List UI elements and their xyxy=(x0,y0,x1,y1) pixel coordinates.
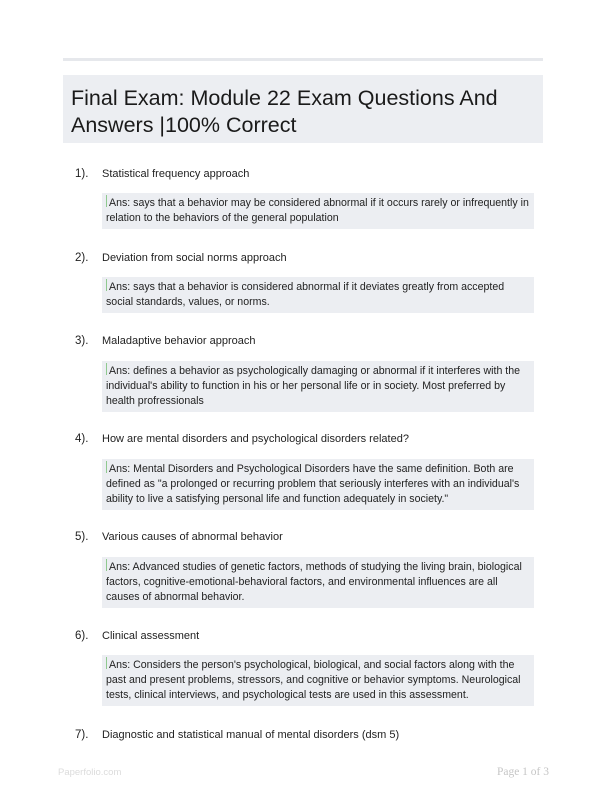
answer-marker xyxy=(106,559,107,571)
question-number: 1). xyxy=(75,168,89,180)
answer-text: Ans: Mental Disorders and Psychological Disorders have the same definition. Both are defined as "a prolonged or recurring problem that seriously interferes with an individual's ability to live a satisfying personal life and function adequately in society." xyxy=(106,463,520,505)
question-text: How are mental disorders and psychological disorders related? xyxy=(102,433,409,445)
answer-marker xyxy=(106,195,107,207)
answer-marker xyxy=(106,279,107,291)
question-text: Maladaptive behavior approach xyxy=(102,335,256,347)
answer-text: Ans: says that a behavior is considered abnormal if it deviates greatly from accepted social standards, values, or norms. xyxy=(106,281,505,308)
question-text: Various causes of abnormal behavior xyxy=(102,531,283,543)
answer-box xyxy=(102,361,534,412)
answer-text: Ans: defines a behavior as psychologically damaging or abnormal if it interferes with the individual's ability to function in his or her personal life or in society. Most preferred by health profressionals xyxy=(106,365,521,407)
answer-text: Ans: Considers the person's psychological, biological, and social factors along with the past and present problems, stressors, and cognitive or behavior symptoms. Neurological tests, clinical interviews, and psychological tests are used in this assessment. xyxy=(106,659,521,701)
footer-site: Paperfolio.com xyxy=(58,767,122,778)
answer-text: Ans: says that a behavior may be considered abnormal if it occurs rarely or infrequently in relation to the behaviors of the general population xyxy=(106,197,529,224)
question-number: 4). xyxy=(75,433,89,445)
question-number: 6). xyxy=(75,630,89,642)
title-banner xyxy=(63,75,543,143)
answer-marker xyxy=(106,461,107,473)
question-text: Clinical assessment xyxy=(102,630,200,642)
top-rule xyxy=(63,58,543,61)
page-number: Page 1 of 3 xyxy=(496,766,549,778)
answer-box xyxy=(102,193,534,229)
question-number: 3). xyxy=(75,335,89,347)
page-title: Final Exam: Module 22 Exam Questions And Answers |100% Correct xyxy=(71,86,498,137)
answer-box xyxy=(102,655,534,706)
answer-marker xyxy=(106,363,107,375)
question-number: 7). xyxy=(75,729,89,741)
answer-text: Ans: Advanced studies of genetic factors, methods of studying the living brain, biological factors, cognitive-emotional-behavioral factors, and environmental influences are all causes of abnormal behavior. xyxy=(106,561,522,603)
answer-marker xyxy=(106,657,107,669)
question-text: Statistical frequency approach xyxy=(102,168,250,180)
question-text: Diagnostic and statistical manual of mental disorders (dsm 5) xyxy=(102,729,400,741)
question-text: Deviation from social norms approach xyxy=(102,252,287,264)
question-number: 2). xyxy=(75,252,89,264)
answer-box xyxy=(102,557,534,608)
question-number: 5). xyxy=(75,531,89,543)
answer-box xyxy=(102,459,534,510)
answer-box xyxy=(102,277,534,313)
